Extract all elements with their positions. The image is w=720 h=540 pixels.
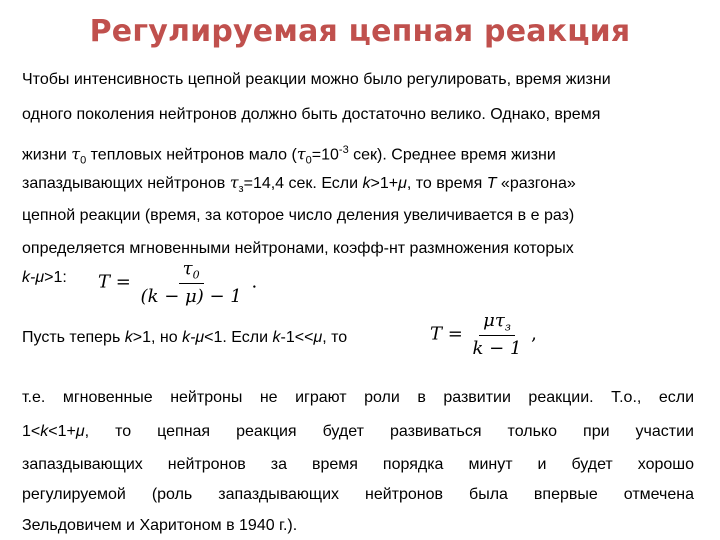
subscript: 0	[305, 154, 312, 167]
text-fragment: =14,4 сек. Если	[243, 175, 359, 192]
text-line-8	[22, 328, 422, 348]
fraction-denominator: (k − μ) − 1	[140, 285, 242, 307]
tau-symbol: τ	[182, 258, 193, 279]
text-fragment: =10	[311, 146, 339, 164]
fraction-numerator	[479, 310, 515, 336]
k-minus-mu-symbol: k-μ	[182, 329, 205, 346]
formula-lhs: T =	[98, 271, 131, 293]
text-line-10	[22, 422, 694, 442]
text-line-3	[22, 140, 694, 171]
tau-symbol: τ	[71, 144, 81, 164]
text-fragment: сек). Среднее время жизни	[353, 146, 556, 164]
tau-symbol: τ	[296, 144, 306, 164]
mu-symbol: μ	[398, 175, 407, 192]
text-line-5: цепной реакции (время, за которое число деления увеличивается в е раз)	[22, 207, 575, 224]
text-line-6: определяется мгновенными нейтронами, коэфф-нт размножения которых	[22, 240, 574, 257]
text-fragment: , то время	[406, 175, 483, 192]
k-symbol: k	[362, 175, 371, 192]
T-symbol: T	[486, 175, 497, 192]
fraction-denominator: k − 1	[472, 337, 522, 359]
text-line-1: Чтобы интенсивность цепной реакции можно было регулировать, время жизни	[22, 71, 611, 88]
text-line-2: одного поколения нейтронов должно быть достаточно велико. Однако, время	[22, 106, 601, 123]
subscript: з	[504, 320, 511, 334]
text-fragment: <1. Если	[204, 329, 269, 346]
text-fragment: запаздывающих нейтронов	[22, 175, 226, 192]
text-fragment: >1+	[370, 175, 399, 192]
formula-tail: .	[251, 271, 258, 293]
text-fragment: жизни	[22, 146, 67, 164]
mu-symbol: μ	[75, 423, 85, 440]
subscript: з	[238, 183, 244, 196]
text-fragment: >1, но	[132, 329, 178, 346]
text-fragment: «разгона»	[500, 175, 576, 192]
text-fragment: <1+	[48, 423, 76, 440]
fraction	[469, 310, 526, 359]
text-line-9: т.е. мгновенные нейтроны не играют роли в развитии реакции. Т.о., если	[22, 389, 694, 406]
fraction-numerator	[179, 258, 204, 284]
text-fragment: , то	[322, 329, 348, 346]
text-line-11: запаздывающих нейтронов за время порядка минут и будет хорошо	[22, 456, 694, 473]
k-symbol: k	[40, 423, 49, 440]
fraction	[137, 258, 246, 307]
text-fragment: , то цепная реакция будет развиваться только при участии	[84, 423, 694, 440]
text-fragment: 1<	[22, 423, 41, 440]
superscript: -3	[338, 144, 349, 156]
formula-lhs: T =	[430, 323, 463, 345]
subscript: 0	[192, 268, 200, 282]
page-title: Регулируемая цепная реакция	[89, 14, 631, 49]
mu-symbol: μ	[313, 329, 323, 346]
text-fragment: тепловых нейтронов мало (	[90, 146, 297, 164]
mu-tau-symbol: μτ	[483, 310, 505, 331]
text-fragment: -1<<	[280, 329, 314, 346]
formula-T-prompt	[98, 258, 257, 307]
formula-tail: ,	[531, 323, 537, 345]
text-line-4	[22, 173, 694, 199]
text-line-12: регулируемой (роль запаздывающих нейтронов была впервые отмечена	[22, 486, 694, 503]
formula-T-delayed	[430, 310, 537, 359]
subscript: 0	[80, 154, 87, 167]
tau-symbol: τ	[229, 173, 239, 192]
k-symbol: k	[272, 329, 281, 346]
text-fragment: >1:	[44, 269, 67, 286]
text-line-13: Зельдовичем и Харитоном в 1940 г.).	[22, 517, 298, 534]
k-minus-mu-symbol: k-μ	[22, 269, 45, 286]
text-fragment: Пусть теперь	[22, 329, 121, 346]
k-symbol: k	[124, 329, 133, 346]
